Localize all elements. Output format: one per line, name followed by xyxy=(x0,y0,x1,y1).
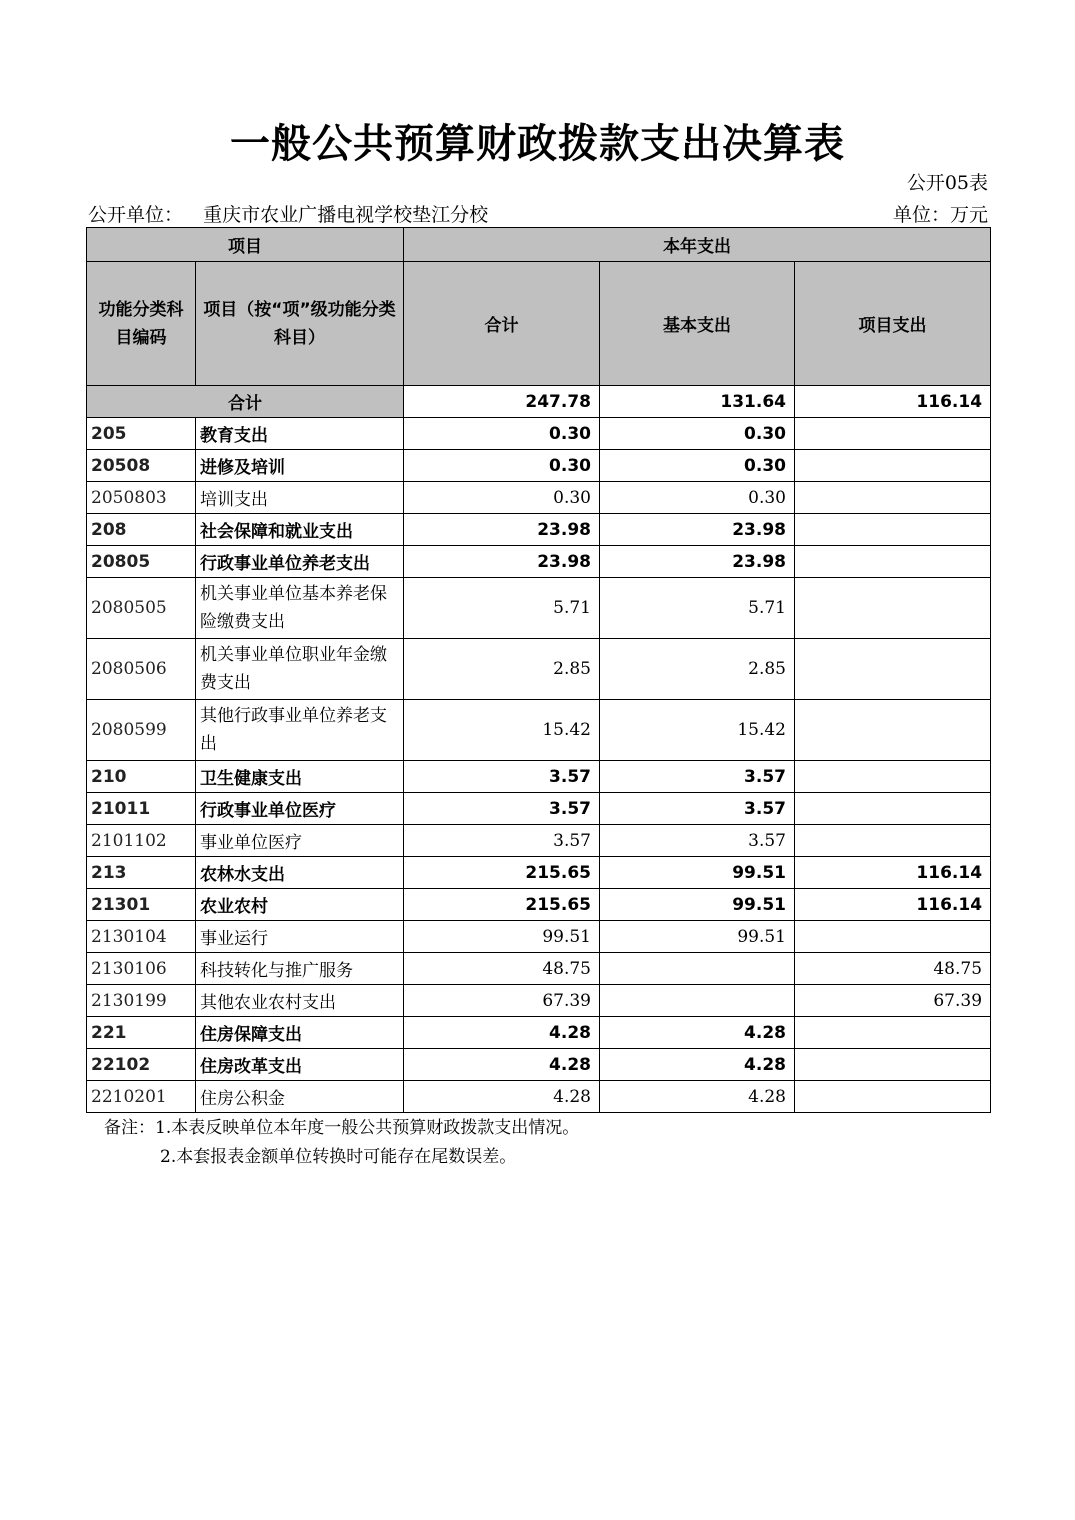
row-basic: 3.57 xyxy=(600,761,795,793)
row-code: 21301 xyxy=(87,889,196,921)
row-project xyxy=(795,793,991,825)
header-name: 项目（按“项”级功能分类科目） xyxy=(196,262,404,386)
row-total: 0.30 xyxy=(404,418,600,450)
table-row xyxy=(87,1017,991,1049)
table-row xyxy=(87,514,991,546)
row-basic: 99.51 xyxy=(600,857,795,889)
row-total: 215.65 xyxy=(404,889,600,921)
header-project-expenditure: 项目支出 xyxy=(795,262,991,386)
row-basic: 0.30 xyxy=(600,418,795,450)
row-total: 4.28 xyxy=(404,1017,600,1049)
header-code: 功能分类科目编码 xyxy=(87,262,196,386)
row-code: 2130106 xyxy=(87,953,196,985)
note-line-1: 备注：1.本表反映单位本年度一般公共预算财政拨款支出情况。 xyxy=(104,1118,580,1138)
row-basic: 3.57 xyxy=(600,825,795,857)
row-name: 住房公积金 xyxy=(196,1081,404,1113)
table-row xyxy=(87,793,991,825)
row-basic: 4.28 xyxy=(600,1017,795,1049)
row-total: 0.30 xyxy=(404,482,600,514)
row-project: 67.39 xyxy=(795,985,991,1017)
table-number: 公开05表 xyxy=(906,172,988,194)
row-project xyxy=(795,450,991,482)
row-name: 行政事业单位养老支出 xyxy=(196,546,404,578)
total-project: 116.14 xyxy=(795,386,991,418)
header-project: 项目 xyxy=(87,228,404,262)
row-total: 0.30 xyxy=(404,450,600,482)
row-name: 卫生健康支出 xyxy=(196,761,404,793)
row-total: 23.98 xyxy=(404,546,600,578)
row-name: 教育支出 xyxy=(196,418,404,450)
row-basic: 0.30 xyxy=(600,482,795,514)
row-name: 事业运行 xyxy=(196,921,404,953)
row-project xyxy=(795,514,991,546)
header-basic: 基本支出 xyxy=(600,262,795,386)
page-title: 一般公共预算财政拨款支出决算表 xyxy=(230,120,845,167)
row-name: 其他行政事业单位养老支出 xyxy=(196,700,404,761)
row-code: 210 xyxy=(87,761,196,793)
row-total: 4.28 xyxy=(404,1081,600,1113)
expenditure-table xyxy=(86,227,991,1113)
header-this-year: 本年支出 xyxy=(404,228,991,262)
row-basic: 15.42 xyxy=(600,700,795,761)
row-name: 其他农业农村支出 xyxy=(196,985,404,1017)
row-total: 23.98 xyxy=(404,514,600,546)
table-row xyxy=(87,889,991,921)
row-code: 2080599 xyxy=(87,700,196,761)
unit-prefix: 公开单位： xyxy=(88,204,184,226)
row-code: 213 xyxy=(87,857,196,889)
table-row xyxy=(87,921,991,953)
row-project xyxy=(795,1049,991,1081)
row-total: 2.85 xyxy=(404,639,600,700)
row-total: 48.75 xyxy=(404,953,600,985)
row-project xyxy=(795,761,991,793)
row-project xyxy=(795,825,991,857)
table-row xyxy=(87,450,991,482)
row-name: 农业农村 xyxy=(196,889,404,921)
row-project xyxy=(795,546,991,578)
currency-unit: 单位：万元 xyxy=(892,204,988,226)
row-project xyxy=(795,418,991,450)
header-total: 合计 xyxy=(404,262,600,386)
row-basic xyxy=(600,985,795,1017)
row-code: 2080506 xyxy=(87,639,196,700)
row-name: 进修及培训 xyxy=(196,450,404,482)
table-row xyxy=(87,418,991,450)
row-name: 社会保障和就业支出 xyxy=(196,514,404,546)
row-basic: 0.30 xyxy=(600,450,795,482)
row-total: 4.28 xyxy=(404,1049,600,1081)
row-total: 67.39 xyxy=(404,985,600,1017)
row-project: 48.75 xyxy=(795,953,991,985)
row-code: 2080505 xyxy=(87,578,196,639)
row-basic: 99.51 xyxy=(600,889,795,921)
row-total: 3.57 xyxy=(404,761,600,793)
row-project xyxy=(795,578,991,639)
row-total: 3.57 xyxy=(404,825,600,857)
row-name: 机关事业单位基本养老保险缴费支出 xyxy=(196,578,404,639)
row-basic: 4.28 xyxy=(600,1081,795,1113)
row-name: 事业单位医疗 xyxy=(196,825,404,857)
row-code: 2050803 xyxy=(87,482,196,514)
row-project: 116.14 xyxy=(795,857,991,889)
row-code: 22102 xyxy=(87,1049,196,1081)
row-code: 20805 xyxy=(87,546,196,578)
row-name: 行政事业单位医疗 xyxy=(196,793,404,825)
row-name: 农林水支出 xyxy=(196,857,404,889)
row-name: 机关事业单位职业年金缴费支出 xyxy=(196,639,404,700)
row-code: 221 xyxy=(87,1017,196,1049)
table-row xyxy=(87,857,991,889)
row-basic: 23.98 xyxy=(600,514,795,546)
row-project: 116.14 xyxy=(795,889,991,921)
total-row xyxy=(87,386,991,418)
row-project xyxy=(795,482,991,514)
note-line-2: 2.本套报表金额单位转换时可能存在尾数误差。 xyxy=(160,1147,517,1167)
row-code: 2130104 xyxy=(87,921,196,953)
row-project xyxy=(795,639,991,700)
row-project xyxy=(795,1017,991,1049)
table-row xyxy=(87,1049,991,1081)
total-basic: 131.64 xyxy=(600,386,795,418)
table-row xyxy=(87,1081,991,1113)
row-total: 3.57 xyxy=(404,793,600,825)
row-basic xyxy=(600,953,795,985)
table-row xyxy=(87,700,991,761)
row-code: 20508 xyxy=(87,450,196,482)
row-basic: 2.85 xyxy=(600,639,795,700)
unit-name: 重庆市农业广播电视学校垫江分校 xyxy=(203,204,489,226)
table-row xyxy=(87,761,991,793)
total-amount: 247.78 xyxy=(404,386,600,418)
row-name: 培训支出 xyxy=(196,482,404,514)
total-label: 合计 xyxy=(87,386,404,418)
row-total: 15.42 xyxy=(404,700,600,761)
table-row xyxy=(87,578,991,639)
row-name: 住房改革支出 xyxy=(196,1049,404,1081)
row-code: 2101102 xyxy=(87,825,196,857)
row-name: 住房保障支出 xyxy=(196,1017,404,1049)
row-basic: 99.51 xyxy=(600,921,795,953)
row-total: 215.65 xyxy=(404,857,600,889)
table-row xyxy=(87,546,991,578)
unit-info-line xyxy=(88,200,988,227)
row-name: 科技转化与推广服务 xyxy=(196,953,404,985)
row-basic: 23.98 xyxy=(600,546,795,578)
table-row xyxy=(87,482,991,514)
notes xyxy=(104,1114,579,1172)
row-project xyxy=(795,1081,991,1113)
row-code: 208 xyxy=(87,514,196,546)
table-row xyxy=(87,985,991,1017)
row-code: 205 xyxy=(87,418,196,450)
row-code: 2130199 xyxy=(87,985,196,1017)
row-code: 21011 xyxy=(87,793,196,825)
row-project xyxy=(795,921,991,953)
row-code: 2210201 xyxy=(87,1081,196,1113)
row-project xyxy=(795,700,991,761)
row-basic: 3.57 xyxy=(600,793,795,825)
table-row xyxy=(87,825,991,857)
table-row xyxy=(87,639,991,700)
row-total: 99.51 xyxy=(404,921,600,953)
row-basic: 5.71 xyxy=(600,578,795,639)
table-row xyxy=(87,953,991,985)
row-total: 5.71 xyxy=(404,578,600,639)
row-basic: 4.28 xyxy=(600,1049,795,1081)
